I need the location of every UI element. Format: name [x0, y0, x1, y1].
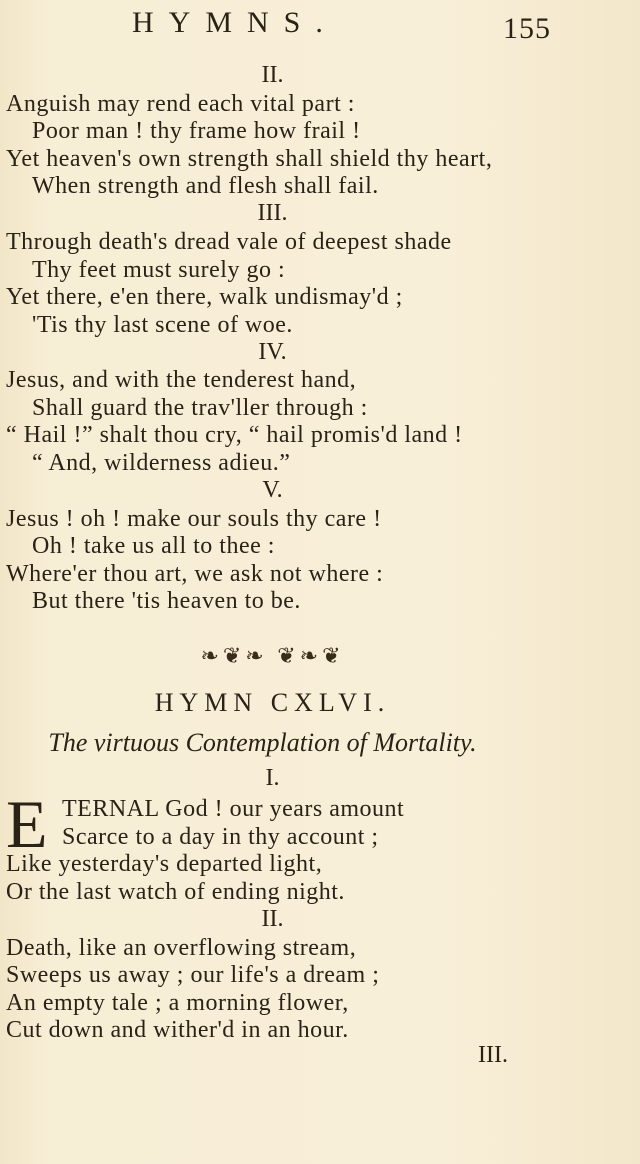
verse-line: Anguish may rend each vital part :: [6, 91, 355, 117]
verse-line: When strength and flesh shall fail.: [32, 173, 379, 199]
verse-line: Yet there, e'en there, walk undismay'd ;: [6, 284, 403, 310]
verse-line: Jesus ! oh ! make our souls thy care !: [6, 506, 382, 532]
verse-line: Poor man ! thy frame how frail !: [32, 118, 361, 144]
verse-line: But there 'tis heaven to be.: [32, 588, 301, 614]
verse-line: Where'er thou art, we ask not where :: [6, 561, 384, 587]
verse-line: Sweeps us away ; our life's a dream ;: [6, 962, 380, 988]
verse-line: Thy feet must surely go :: [32, 257, 286, 283]
hymn-title: HYMN CXLVI.: [154, 688, 391, 717]
stanza-numeral: IV.: [258, 339, 287, 365]
stanza-numeral: III.: [257, 200, 288, 226]
verse-line: Like yesterday's departed light,: [6, 851, 323, 877]
ornament-divider: ❧❦❧ ❦❧❦: [200, 643, 345, 668]
catchword: III.: [478, 1042, 508, 1068]
verse-line: Jesus, and with the tenderest hand,: [6, 367, 357, 393]
stanza-numeral: I.: [265, 765, 280, 791]
verse-line: Scarce to a day in thy account ;: [62, 824, 379, 850]
verse-line: Shall guard the trav'ller through :: [32, 395, 368, 421]
stanza-numeral: V.: [262, 477, 283, 503]
verse-line: An empty tale ; a morning flower,: [6, 990, 349, 1016]
verse-line: Through death's dread vale of deepest shade: [6, 229, 452, 255]
verse-line: Cut down and wither'd in an hour.: [6, 1017, 349, 1043]
drop-cap: E: [6, 786, 48, 862]
stanza-numeral: II.: [261, 62, 284, 88]
verse-line: TERNAL God ! our years amount: [62, 796, 405, 822]
verse-line: Yet heaven's own strength shall shield thy heart,: [6, 146, 493, 172]
verse-line: Oh ! take us all to thee :: [32, 533, 275, 559]
running-head: HYMNS.: [132, 6, 338, 39]
hymn-subtitle: The virtuous Contemplation of Mortality.: [48, 728, 477, 757]
page-number: 155: [503, 12, 551, 45]
stanza-numeral: II.: [261, 906, 284, 932]
verse-line: 'Tis thy last scene of woe.: [32, 312, 293, 338]
verse-line: Death, like an overflowing stream,: [6, 935, 357, 961]
verse-line: “ Hail !” shalt thou cry, “ hail promis'd land !: [6, 422, 463, 448]
verse-line: Or the last watch of ending night.: [6, 879, 345, 905]
verse-line: “ And, wilderness adieu.”: [32, 450, 291, 476]
